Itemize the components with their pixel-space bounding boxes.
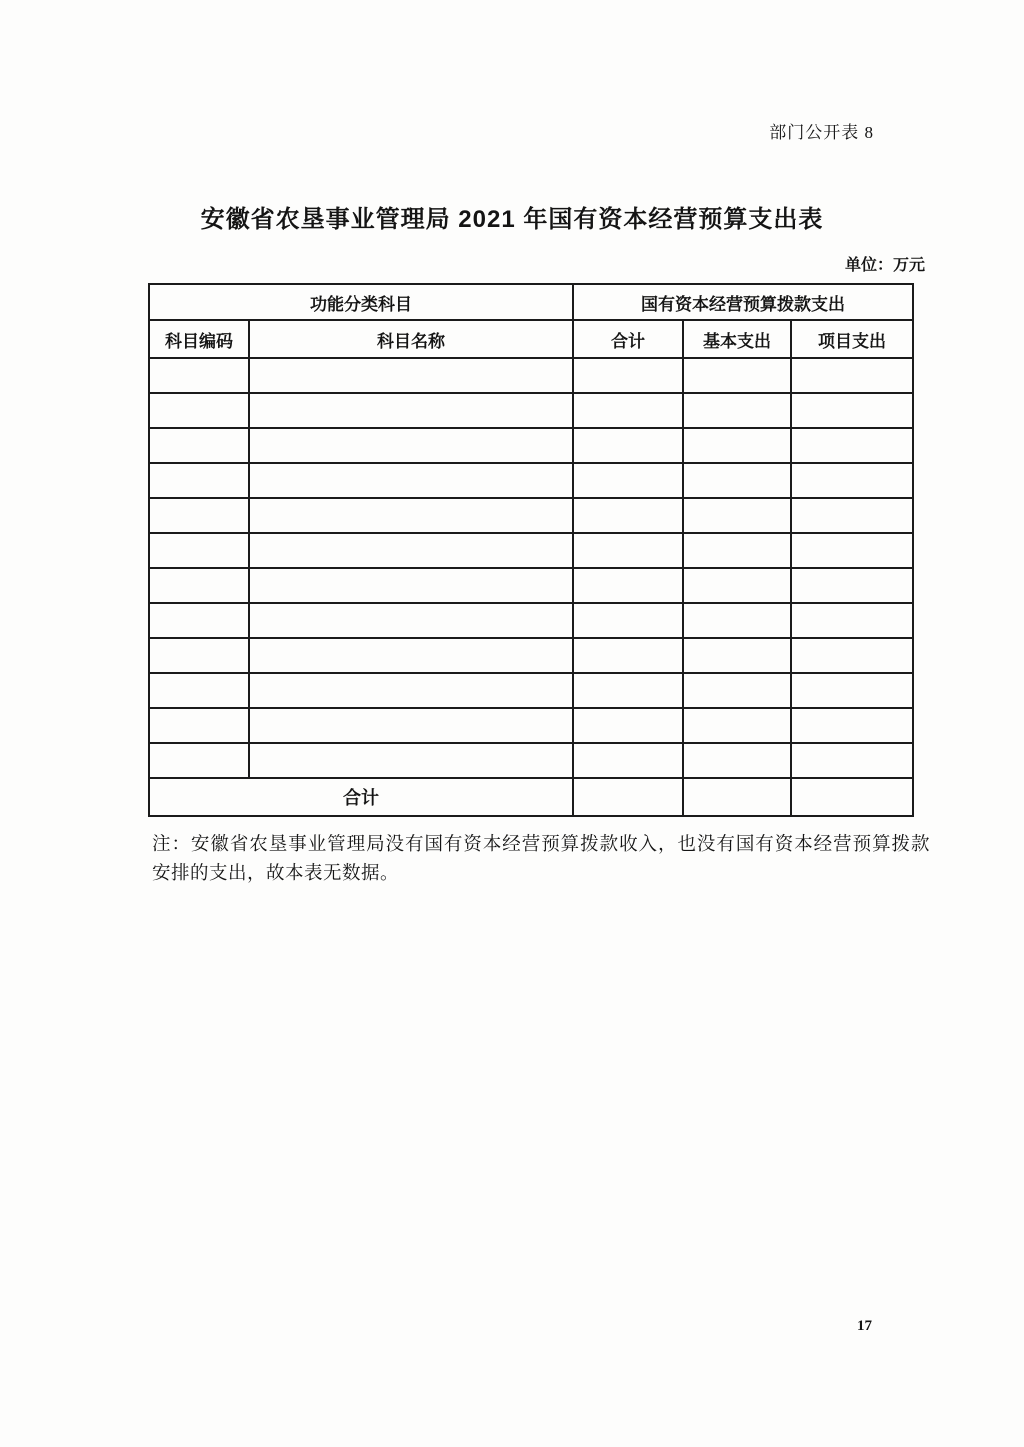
- table-row: [149, 673, 913, 708]
- table-cell-project-expenditure: [791, 568, 913, 603]
- table-cell-project-expenditure: [791, 673, 913, 708]
- table-cell-total: [573, 428, 683, 463]
- total-cell-project-expenditure: [791, 778, 913, 816]
- table-cell-subject-name: [249, 463, 573, 498]
- table-cell-subject-code: [149, 708, 249, 743]
- table-cell-total: [573, 638, 683, 673]
- table-cell-subject-name: [249, 603, 573, 638]
- table-cell-project-expenditure: [791, 603, 913, 638]
- total-row-label: 合计: [149, 778, 573, 816]
- total-cell-total: [573, 778, 683, 816]
- table-cell-subject-code: [149, 498, 249, 533]
- table-row: [149, 568, 913, 603]
- table-cell-project-expenditure: [791, 638, 913, 673]
- table-cell-basic-expenditure: [683, 673, 791, 708]
- header-group-function-classification: 功能分类科目: [149, 284, 573, 320]
- table-row: [149, 428, 913, 463]
- column-header-row: [149, 320, 913, 358]
- table-cell-basic-expenditure: [683, 533, 791, 568]
- table-cell-total: [573, 708, 683, 743]
- table-cell-basic-expenditure: [683, 498, 791, 533]
- table-cell-basic-expenditure: [683, 708, 791, 743]
- table-row: [149, 743, 913, 778]
- table-cell-project-expenditure: [791, 533, 913, 568]
- table-cell-total: [573, 743, 683, 778]
- table-cell-subject-name: [249, 533, 573, 568]
- table-row: [149, 463, 913, 498]
- table-cell-total: [573, 498, 683, 533]
- table-row: [149, 638, 913, 673]
- table-cell-total: [573, 463, 683, 498]
- table-row: [149, 708, 913, 743]
- table-cell-total: [573, 568, 683, 603]
- table-cell-total: [573, 393, 683, 428]
- column-header-total: 合计: [573, 320, 683, 358]
- table-cell-subject-name: [249, 673, 573, 708]
- table-cell-total: [573, 533, 683, 568]
- table-cell-subject-name: [249, 498, 573, 533]
- total-cell-basic-expenditure: [683, 778, 791, 816]
- column-header-subject-code: 科目编码: [149, 320, 249, 358]
- column-header-basic-expenditure: 基本支出: [683, 320, 791, 358]
- column-header-subject-name: 科目名称: [249, 320, 573, 358]
- note-text: 注：安徽省农垦事业管理局没有国有资本经营预算拨款收入，也没有国有资本经营预算拨款安排的支出，故本表无数据。: [152, 835, 930, 884]
- table-row: [149, 603, 913, 638]
- budget-table: [148, 283, 914, 817]
- table-cell-basic-expenditure: [683, 463, 791, 498]
- table-cell-project-expenditure: [791, 358, 913, 393]
- table-cell-subject-code: [149, 358, 249, 393]
- table-cell-project-expenditure: [791, 463, 913, 498]
- table-cell-subject-name: [249, 358, 573, 393]
- doc-label: 部门公开表 8: [769, 123, 874, 142]
- table-cell-total: [573, 358, 683, 393]
- table-cell-basic-expenditure: [683, 393, 791, 428]
- table-cell-basic-expenditure: [683, 358, 791, 393]
- table-cell-subject-code: [149, 673, 249, 708]
- header-group-row: [149, 284, 913, 320]
- table-cell-project-expenditure: [791, 393, 913, 428]
- header-group-state-capital-expenditure: 国有资本经营预算拨款支出: [573, 284, 913, 320]
- table-cell-basic-expenditure: [683, 638, 791, 673]
- table-cell-subject-code: [149, 393, 249, 428]
- table-cell-subject-code: [149, 533, 249, 568]
- table-cell-project-expenditure: [791, 428, 913, 463]
- table-row: [149, 533, 913, 568]
- table-row: [149, 358, 913, 393]
- table-cell-subject-code: [149, 568, 249, 603]
- table-cell-subject-code: [149, 743, 249, 778]
- table-cell-subject-name: [249, 428, 573, 463]
- table-cell-subject-name: [249, 743, 573, 778]
- table-cell-basic-expenditure: [683, 428, 791, 463]
- table-cell-project-expenditure: [791, 498, 913, 533]
- table-cell-project-expenditure: [791, 743, 913, 778]
- table-cell-subject-name: [249, 393, 573, 428]
- table-cell-subject-code: [149, 463, 249, 498]
- page-title: 安徽省农垦事业管理局 2021 年国有资本经营预算支出表: [200, 206, 824, 233]
- table-cell-basic-expenditure: [683, 603, 791, 638]
- table-row: [149, 393, 913, 428]
- page-number: 17: [857, 1318, 872, 1334]
- table-cell-subject-code: [149, 603, 249, 638]
- table-cell-basic-expenditure: [683, 568, 791, 603]
- table-cell-subject-name: [249, 568, 573, 603]
- table-cell-subject-name: [249, 708, 573, 743]
- table-cell-subject-code: [149, 638, 249, 673]
- unit-label: 单位：万元: [844, 257, 925, 274]
- table-cell-subject-code: [149, 428, 249, 463]
- table-row: [149, 498, 913, 533]
- table-cell-subject-name: [249, 638, 573, 673]
- table-cell-project-expenditure: [791, 708, 913, 743]
- total-row: [149, 778, 913, 816]
- table-cell-basic-expenditure: [683, 743, 791, 778]
- column-header-project-expenditure: 项目支出: [791, 320, 913, 358]
- table-cell-total: [573, 603, 683, 638]
- table-cell-total: [573, 673, 683, 708]
